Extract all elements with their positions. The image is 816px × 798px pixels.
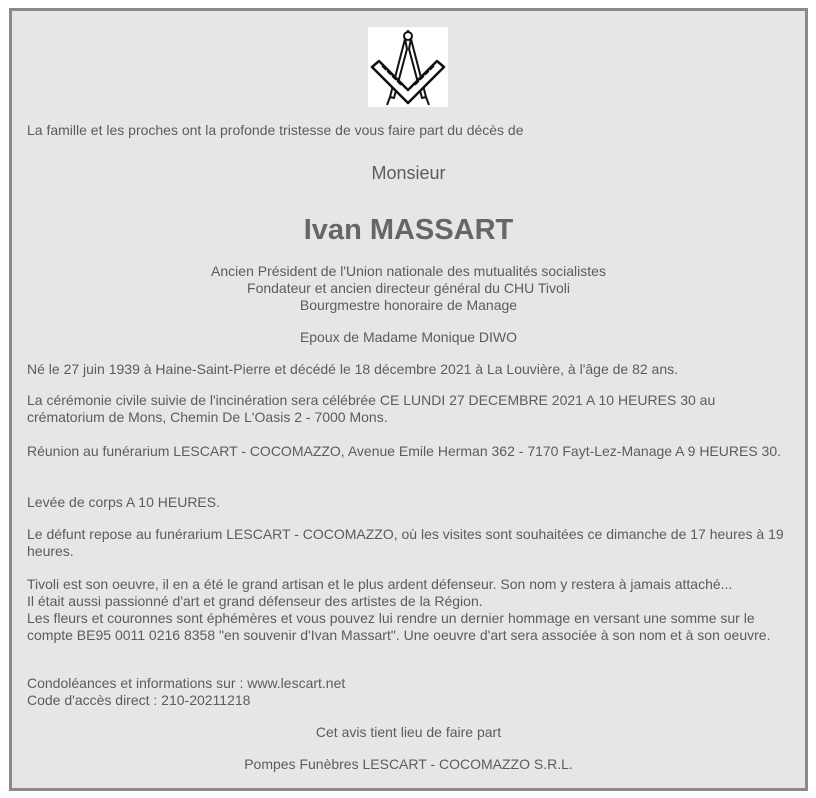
ceremony-text: La cérémonie civile suivie de l'incinération sera célébrée CE LUNDI 27 DECEMBRE 2021 A 10 HEURES 30 au crématorium de Mons, Chemin De L'Oasis 2 - 7000 Mons. [27,392,716,425]
condolences-link-text: Condoléances et informations sur : www.lescart.net [27,675,346,691]
donation-text: Les fleurs et couronnes sont éphémères et vous pouvez lui rendre un dernier hommage en versant une somme sur le compte BE95 0011 0216 8358 "en souvenir d'Ivan Massart". Une oeuvre d'art sera associée à son nom et à son oeuvre. [27,610,771,643]
tribute-text: Tivoli est son oeuvre, il en a été le grand artisan et le plus ardent défenseur. Son nom y restera à jamais attaché... [27,576,733,592]
access-code-text: Code d'accès direct : 210-20211218 [27,692,251,708]
obituary-frame [9,8,808,791]
square-and-compasses-icon [368,27,448,107]
deceased-name: Ivan MASSART [303,214,514,246]
intro-text: La famille et les proches ont la profonde tristesse de vous faire part du décès de [27,122,524,138]
birth-death-text: Né le 27 juin 1939 à Haine-Saint-Pierre et décédé le 18 décembre 2021 à La Louvière, à l'âge de 82 ans. [27,361,678,377]
spouse-line: Epoux de Madame Monique DIWO [299,329,518,345]
obituary-notice [12,11,805,788]
title-line: Fondateur et ancien directeur général du CHU Tivoli [247,280,570,296]
title-line: Ancien Président de l'Union nationale des mutualités socialistes [211,263,606,279]
salutation: Monsieur [371,163,446,183]
funeral-home: Pompes Funèbres LESCART - COCOMAZZO S.R.L. [244,756,573,772]
notice-line: Cet avis tient lieu de faire part [315,724,502,740]
levee-text: Levée de corps A 10 HEURES. [27,494,220,510]
reunion-text: Réunion au funérarium LESCART - COCOMAZZO, Avenue Emile Herman 362 - 7170 Fayt-Lez-Manage A 9 HEURES 30. [27,443,782,459]
tribute-text: Il était aussi passionné d'art et grand défenseur des artistes de la Région. [27,593,483,609]
title-line: Bourgmestre honoraire de Manage [299,297,518,313]
visits-text: Le défunt repose au funérarium LESCART - COCOMAZZO, où les visites sont souhaitées ce dimanche de 17 heures à 19 heures. [27,526,784,559]
